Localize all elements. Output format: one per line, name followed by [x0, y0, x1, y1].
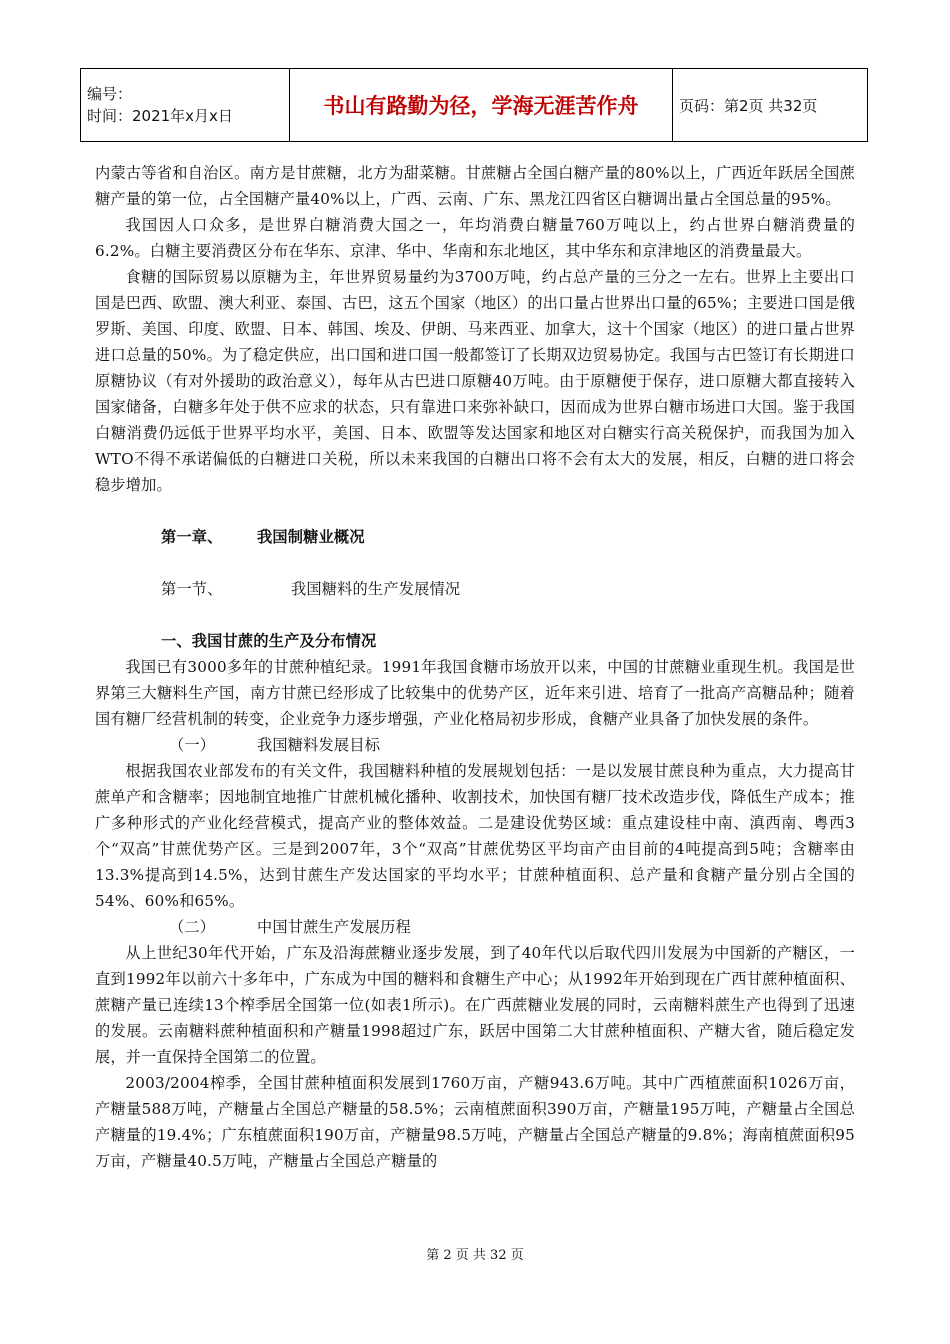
minor-heading-number: （一） — [169, 736, 216, 754]
page-header — [80, 68, 868, 142]
page-footer: 第 2 页 共 32 页 — [426, 1248, 524, 1263]
minor-heading-title: 中国甘蔗生产发展历程 — [257, 918, 411, 936]
document-body — [95, 160, 855, 1174]
minor-heading-number: （二） — [169, 918, 216, 936]
header-meta — [81, 69, 290, 142]
minor-heading — [95, 914, 855, 940]
paragraph: 我国已有3000多年的甘蔗种植纪录。1991年我国食糖市场放开以来，中国的甘蔗糖业重现生机。我国是世界第三大糖料生产国，南方甘蔗已经形成了比较集中的优势产区，近年来引进、培育了一批高产高糖品种；随着国有糖厂经营机制的转变，企业竞争力逐步增强，产业化格局初步形成，食糖产业具备了加快发展的条件。 — [95, 658, 855, 728]
chapter-heading — [95, 524, 855, 550]
minor-heading — [95, 732, 855, 758]
paragraph: 内蒙古等省和自治区。南方是甘蔗糖，北方为甜菜糖。甘蔗糖占全国白糖产量的80%以上，广西近年跃居全国蔗糖产量的第一位，占全国糖产量40%以上，广西、云南、广东、黑龙江四省区白糖调出量占全国总量的95%。 — [95, 164, 855, 208]
chapter-number: 第一章、 — [161, 528, 223, 546]
doc-number: 编号： — [87, 85, 133, 103]
chapter-title: 我国制糖业概况 — [257, 528, 365, 546]
paragraph: 根据我国农业部发布的有关文件，我国糖料种植的发展规划包括：一是以发展甘蔗良种为重点，大力提高甘蔗单产和含糖率；因地制宜地推广甘蔗机械化播种、收割技术，加快国有糖厂技术改造步伐，降低生产成本；推广多种形式的产业化经营模式，提高产业的整体效益。二是建设优势区域：重点建设桂中南、滇西南、粤西3个“双高”甘蔗优势产区。三是到2007年，3个“双高”甘蔗优势区平均亩产由目前的4吨提高到5吨；含糖率由13.3%提高到14.5%，达到甘蔗生产发达国家的平均水平；甘蔗种植面积、总产量和食糖产量分别占全国的54%、60%和65%。 — [95, 762, 855, 910]
subsection-heading: 一、我国甘蔗的生产及分布情况 — [161, 632, 377, 650]
header-page-info: 页码：第2页 共32页 — [673, 69, 868, 142]
minor-heading-title: 我国糖料发展目标 — [257, 736, 381, 754]
paragraph: 我国因人口众多，是世界白糖消费大国之一，年均消费白糖量760万吨以上，约占世界白糖消费量的6.2%。白糖主要消费区分布在华东、京津、华中、华南和东北地区，其中华东和京津地区的消费量最大。 — [95, 216, 855, 260]
section-number: 第一节、 — [161, 580, 223, 598]
paragraph: 从上世纪30年代开始，广东及沿海蔗糖业逐步发展，到了40年代以后取代四川发展为中国新的产糖区，一直到1992年以前六十多年中，广东成为中国的糖料和食糖生产中心；从1992年开始到现在广西甘蔗种植面积、蔗糖产量已连续13个榨季居全国第一位(如表1所示)。在广西蔗糖业发展的同时，云南糖料蔗生产也得到了迅速的发展。云南糖料蔗种植面积和产糖量1998超过广东，跃居中国第二大甘蔗种植面积、产糖大省，随后稳定发展，并一直保持全国第二的位置。 — [95, 944, 855, 1066]
paragraph: 食糖的国际贸易以原糖为主，年世界贸易量约为3700万吨，约占总产量的三分之一左右。世界上主要出口国是巴西、欧盟、澳大利亚、泰国、古巴，这五个国家（地区）的出口量占世界出口量的65%；主要进口国是俄罗斯、美国、印度、欧盟、日本、韩国、埃及、伊朗、马来西亚、加拿大，这十个国家（地区）的进口量占世界进口总量的50%。为了稳定供应，出口国和进口国一般都签订了长期双边贸易协定。我国与古巴签订有长期进口原糖协议（有对外援助的政治意义），每年从古巴进口原糖40万吨。由于原糖便于保存，进口原糖大都直接转入国家储备，白糖多年处于供不应求的状态，只有靠进口来弥补缺口，因而成为世界白糖市场进口大国。鉴于我国白糖消费仍远低于世界平均水平，美国、日本、欧盟等发达国家和地区对白糖实行高关税保护，而我国为加入WTO不得不承诺偏低的白糖进口关税，所以未来我国的白糖出口将不会有太大的发展，相反，白糖的进口将会稳步增加。 — [95, 268, 855, 494]
section-heading — [95, 576, 855, 602]
section-title: 我国糖料的生产发展情况 — [291, 580, 461, 598]
doc-date: 时间：2021年x月x日 — [87, 107, 233, 125]
paragraph: 2003/2004榨季，全国甘蔗种植面积发展到1760万亩，产糖943.6万吨。其中广西植蔗面积1026万亩，产糖量588万吨，产糖量占全国总产糖量的58.5%；云南植蔗面积390万亩，产糖量195万吨，产糖量占全国总产糖量的19.4%；广东植蔗面积190万亩，产糖量98.5万吨，产糖量占全国总产糖量的9.8%；海南植蔗面积95万亩，产糖量40.5万吨，产糖量占全国总产糖量的 — [95, 1074, 855, 1170]
header-motto: 书山有路勤为径，学海无涯苦作舟 — [290, 69, 673, 142]
